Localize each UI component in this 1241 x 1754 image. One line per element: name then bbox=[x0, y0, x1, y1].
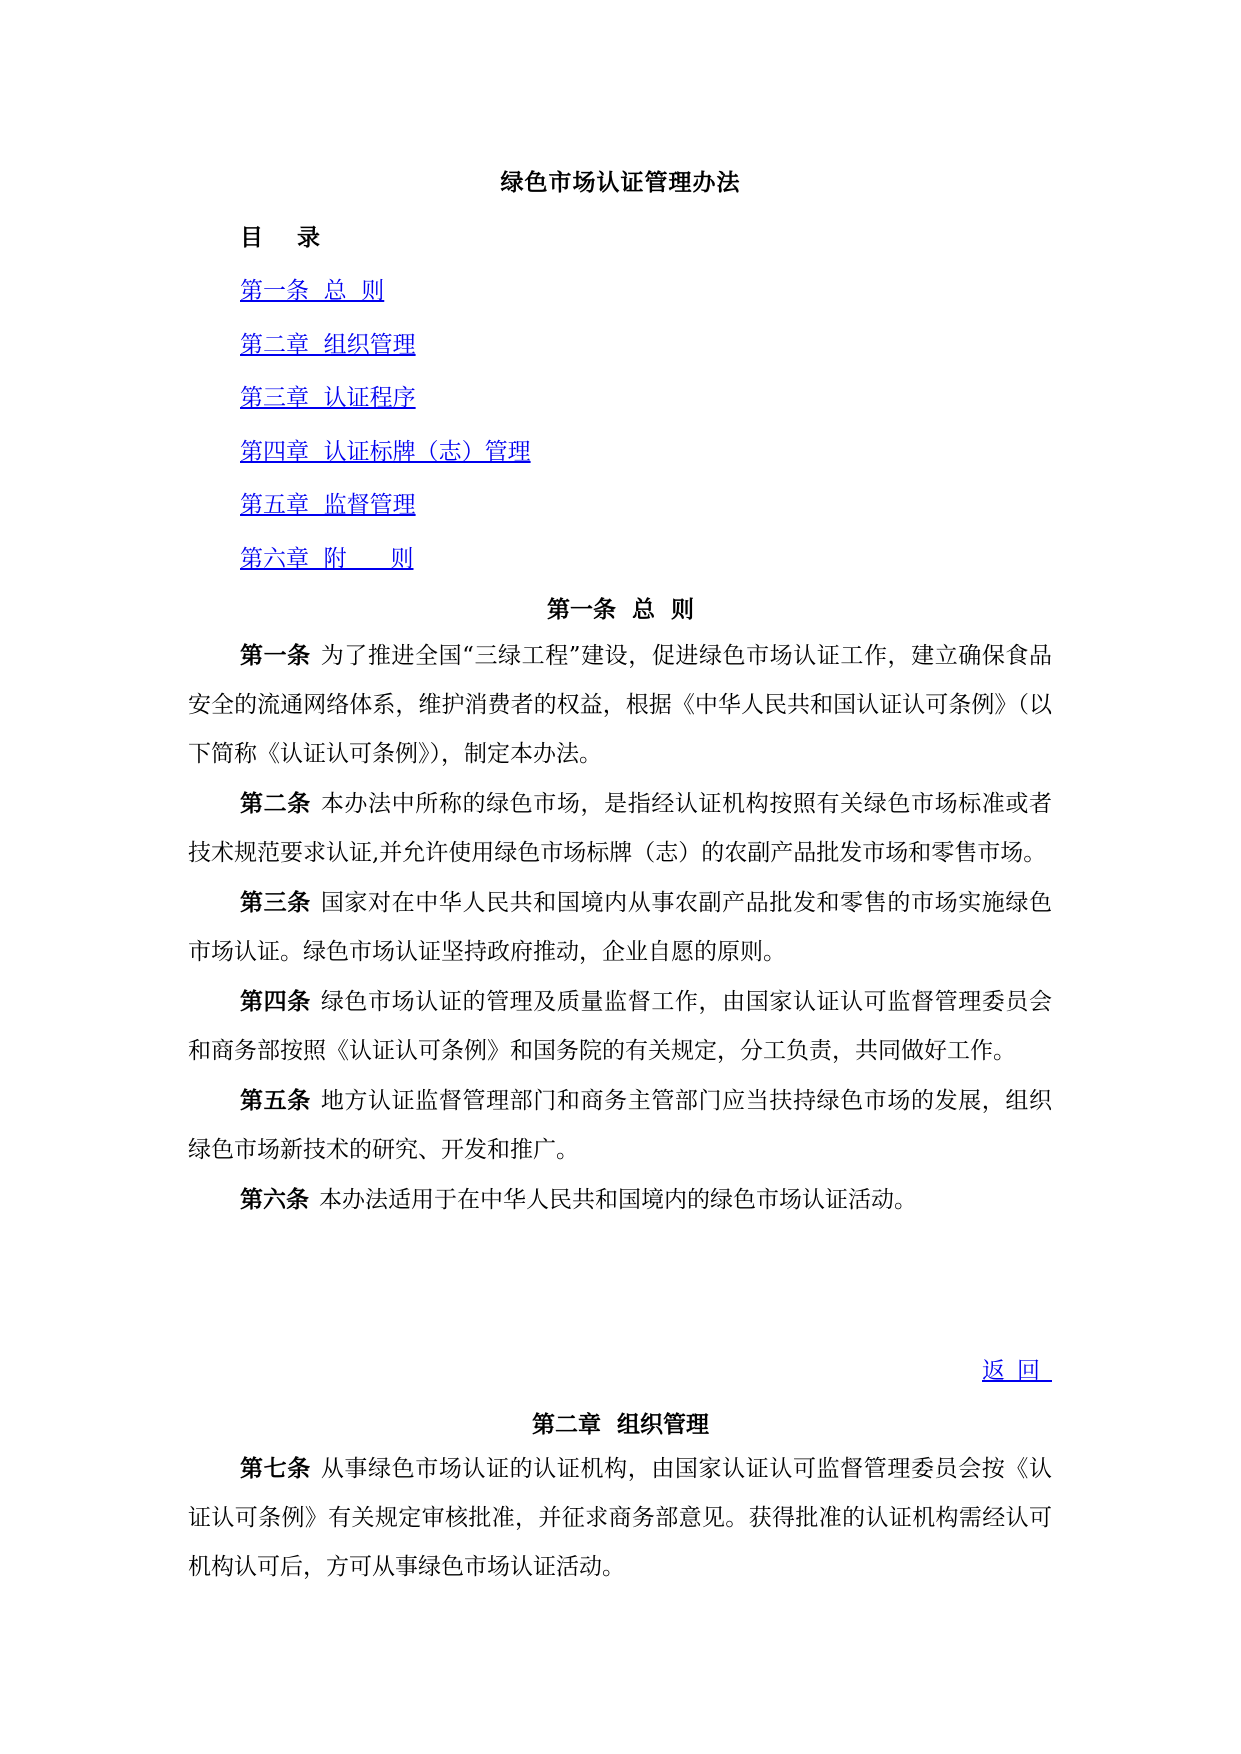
toc-item bbox=[240, 433, 531, 487]
article-text: 本办法中所称的绿色市场，是指经认证机构按照有关绿色市场标准或者技术规范要求认证,并允许使用绿色市场标牌（志）的农副产品批发市场和零售市场。 bbox=[188, 791, 1053, 866]
article-label: 第七条 bbox=[240, 1455, 311, 1482]
toc-heading bbox=[240, 219, 320, 252]
toc-heading-part-1: 目 bbox=[240, 224, 263, 251]
toc-item bbox=[240, 379, 531, 433]
toc-link-chapter-2[interactable]: 第二章 组织管理 bbox=[240, 331, 416, 358]
article-text: 从事绿色市场认证的认证机构，由国家认证认可监督管理委员会按《认证认可条例》有关规定审核批准，并征求商务部意见。获得批准的认证机构需经认可机构认可后，方可从事绿色市场认证活动。 bbox=[188, 1456, 1053, 1580]
article-label: 第三条 bbox=[240, 889, 311, 916]
article-label: 第一条 bbox=[240, 642, 311, 669]
chapter-1-title: 第一条 总 则 bbox=[546, 596, 695, 623]
chapter-2-body bbox=[188, 1444, 1052, 1592]
toc-link-chapter-3[interactable]: 第三章 认证程序 bbox=[240, 385, 416, 411]
article-6 bbox=[188, 1175, 1052, 1225]
article-7 bbox=[188, 1444, 1052, 1592]
article-label: 第四条 bbox=[240, 988, 311, 1015]
table-of-contents bbox=[240, 272, 531, 593]
article-text: 国家对在中华人民共和国境内从事农副产品批发和零售的市场实施绿色市场认证。绿色市场认证坚持政府推动，企业自愿的原则。 bbox=[188, 890, 1053, 965]
toc-heading-part-2: 录 bbox=[297, 224, 320, 251]
toc-link-chapter-6[interactable]: 第六章 附 则 bbox=[240, 545, 414, 572]
article-4 bbox=[188, 977, 1052, 1076]
chapter-2-title: 第二章 组织管理 bbox=[531, 1411, 709, 1438]
article-text: 为了推进全国“三绿工程”建设，促进绿色市场认证工作，建立确保食品安全的流通网络体系，维护消费者的权益，根据《中华人民共和国认证认可条例》（以下简称《认证认可条例》），制定本办法。 bbox=[188, 643, 1052, 767]
article-text: 绿色市场认证的管理及质量监督工作，由国家认证认可监督管理委员会和商务部按照《认证认可条例》和国务院的有关规定，分工负责，共同做好工作。 bbox=[188, 989, 1053, 1064]
back-link[interactable]: 返回 bbox=[982, 1358, 1052, 1384]
article-5 bbox=[188, 1076, 1052, 1175]
toc-link-chapter-1[interactable]: 第一条 总 则 bbox=[240, 278, 385, 304]
toc-item bbox=[240, 326, 531, 380]
article-3 bbox=[188, 878, 1052, 977]
article-label: 第二条 bbox=[240, 790, 311, 817]
toc-link-chapter-4[interactable]: 第四章 认证标牌（志）管理 bbox=[240, 438, 531, 465]
toc-item bbox=[240, 540, 531, 594]
document-title: 绿色市场认证管理办法 bbox=[500, 169, 741, 196]
article-2 bbox=[188, 779, 1052, 878]
article-text: 地方认证监督管理部门和商务主管部门应当扶持绿色市场的发展，组织绿色市场新技术的研究、开发和推广。 bbox=[188, 1088, 1053, 1163]
article-1 bbox=[188, 631, 1052, 779]
toc-link-chapter-5[interactable]: 第五章 监督管理 bbox=[240, 492, 416, 518]
article-label: 第六条 bbox=[240, 1186, 309, 1213]
toc-item bbox=[240, 272, 531, 326]
article-label: 第五条 bbox=[240, 1087, 311, 1114]
chapter-1-body bbox=[188, 631, 1052, 1225]
article-text: 本办法适用于在中华人民共和国境内的绿色市场认证活动。 bbox=[319, 1187, 917, 1213]
toc-item bbox=[240, 486, 531, 540]
